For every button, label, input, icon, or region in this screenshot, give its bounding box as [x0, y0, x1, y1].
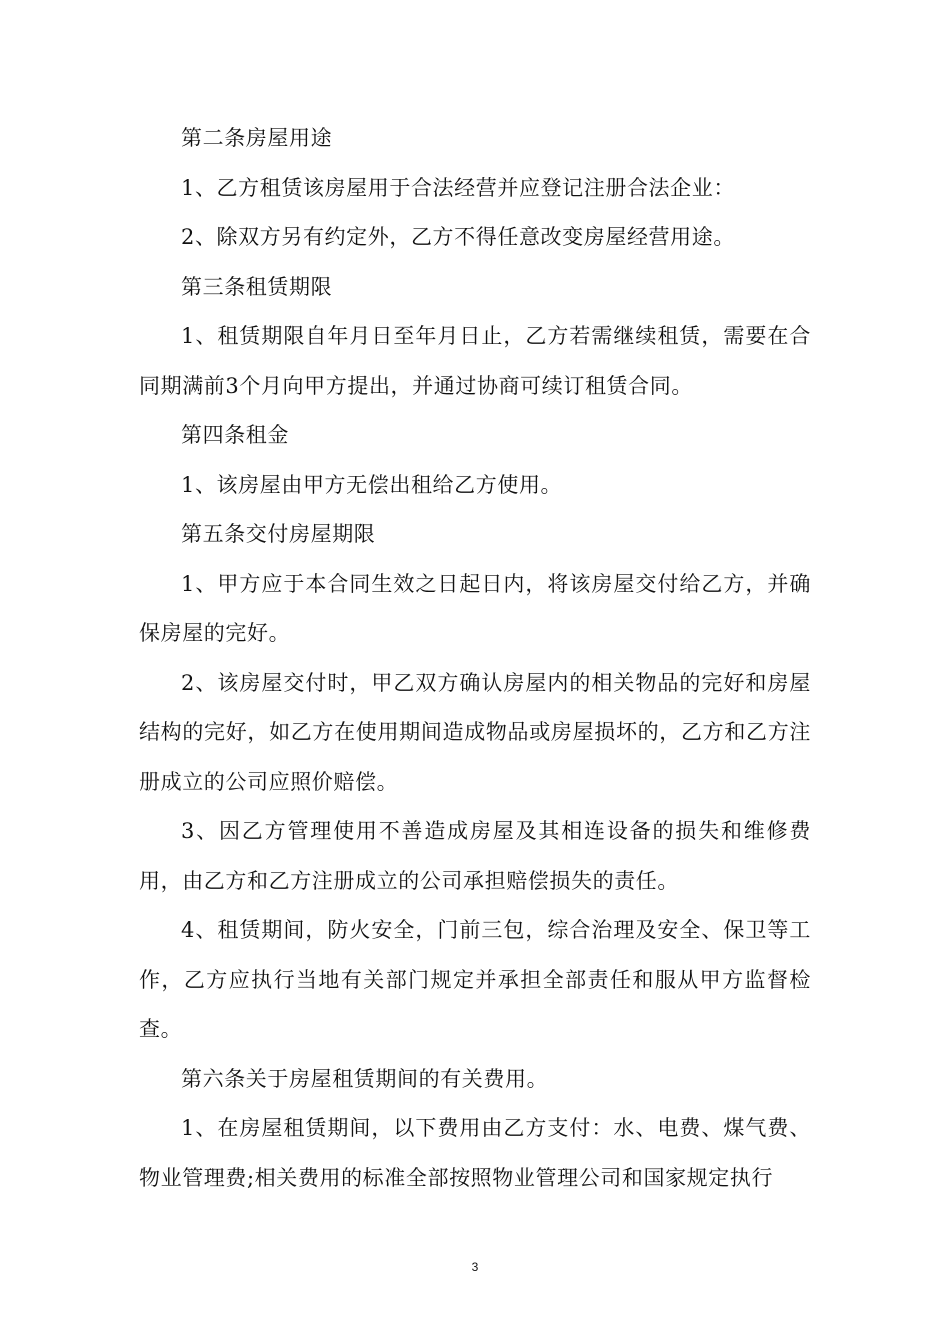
paragraph: 1、乙方租赁该房屋用于合法经营并应登记注册合法企业：: [181, 175, 735, 200]
paragraph: 4、租赁期间，防火安全，门前三包，综合治理及安全、保卫等工作，乙方应执行当地有关部门规定并承担全部责任和服从甲方监督检查。: [139, 918, 811, 1041]
section-heading-rent: 第四条租金: [181, 423, 289, 447]
section-heading-usage: 第二条房屋用途: [181, 126, 333, 150]
section-heading-delivery: 第五条交付房屋期限: [181, 522, 376, 546]
paragraph: 1、甲方应于本合同生效之日起日内，将该房屋交付给乙方，并确保房屋的完好。: [139, 571, 811, 645]
paragraph: 3、因乙方管理使用不善造成房屋及其相连设备的损失和维修费用，由乙方和乙方注册成立的公司承担赔偿损失的责任。: [139, 819, 811, 893]
paragraph: 1、该房屋由甲方无偿出租给乙方使用。: [181, 472, 563, 497]
section-heading-fees: 第六条关于房屋租赁期间的有关费用。: [181, 1066, 549, 1091]
section-heading-term: 第三条租赁期限: [181, 274, 333, 299]
paragraph: 2、除双方另有约定外，乙方不得任意改变房屋经营用途。: [181, 225, 735, 249]
page-number: 3: [471, 1260, 479, 1274]
paragraph: 1、在房屋租赁期间，以下费用由乙方支付：水、电费、煤气费、物业管理费;相关费用的标准全部按照物业管理公司和国家规定执行: [139, 1116, 811, 1190]
paragraph: 1、租赁期限自年月日至年月日止，乙方若需继续租赁，需要在合同期满前3个月向甲方提出，并通过协商可续订租赁合同。: [139, 324, 811, 398]
paragraph: 2、该房屋交付时，甲乙双方确认房屋内的相关物品的完好和房屋结构的完好，如乙方在使用期间造成物品或房屋损坏的，乙方和乙方注册成立的公司应照价赔偿。: [139, 670, 811, 794]
document-body: [139, 114, 811, 1203]
